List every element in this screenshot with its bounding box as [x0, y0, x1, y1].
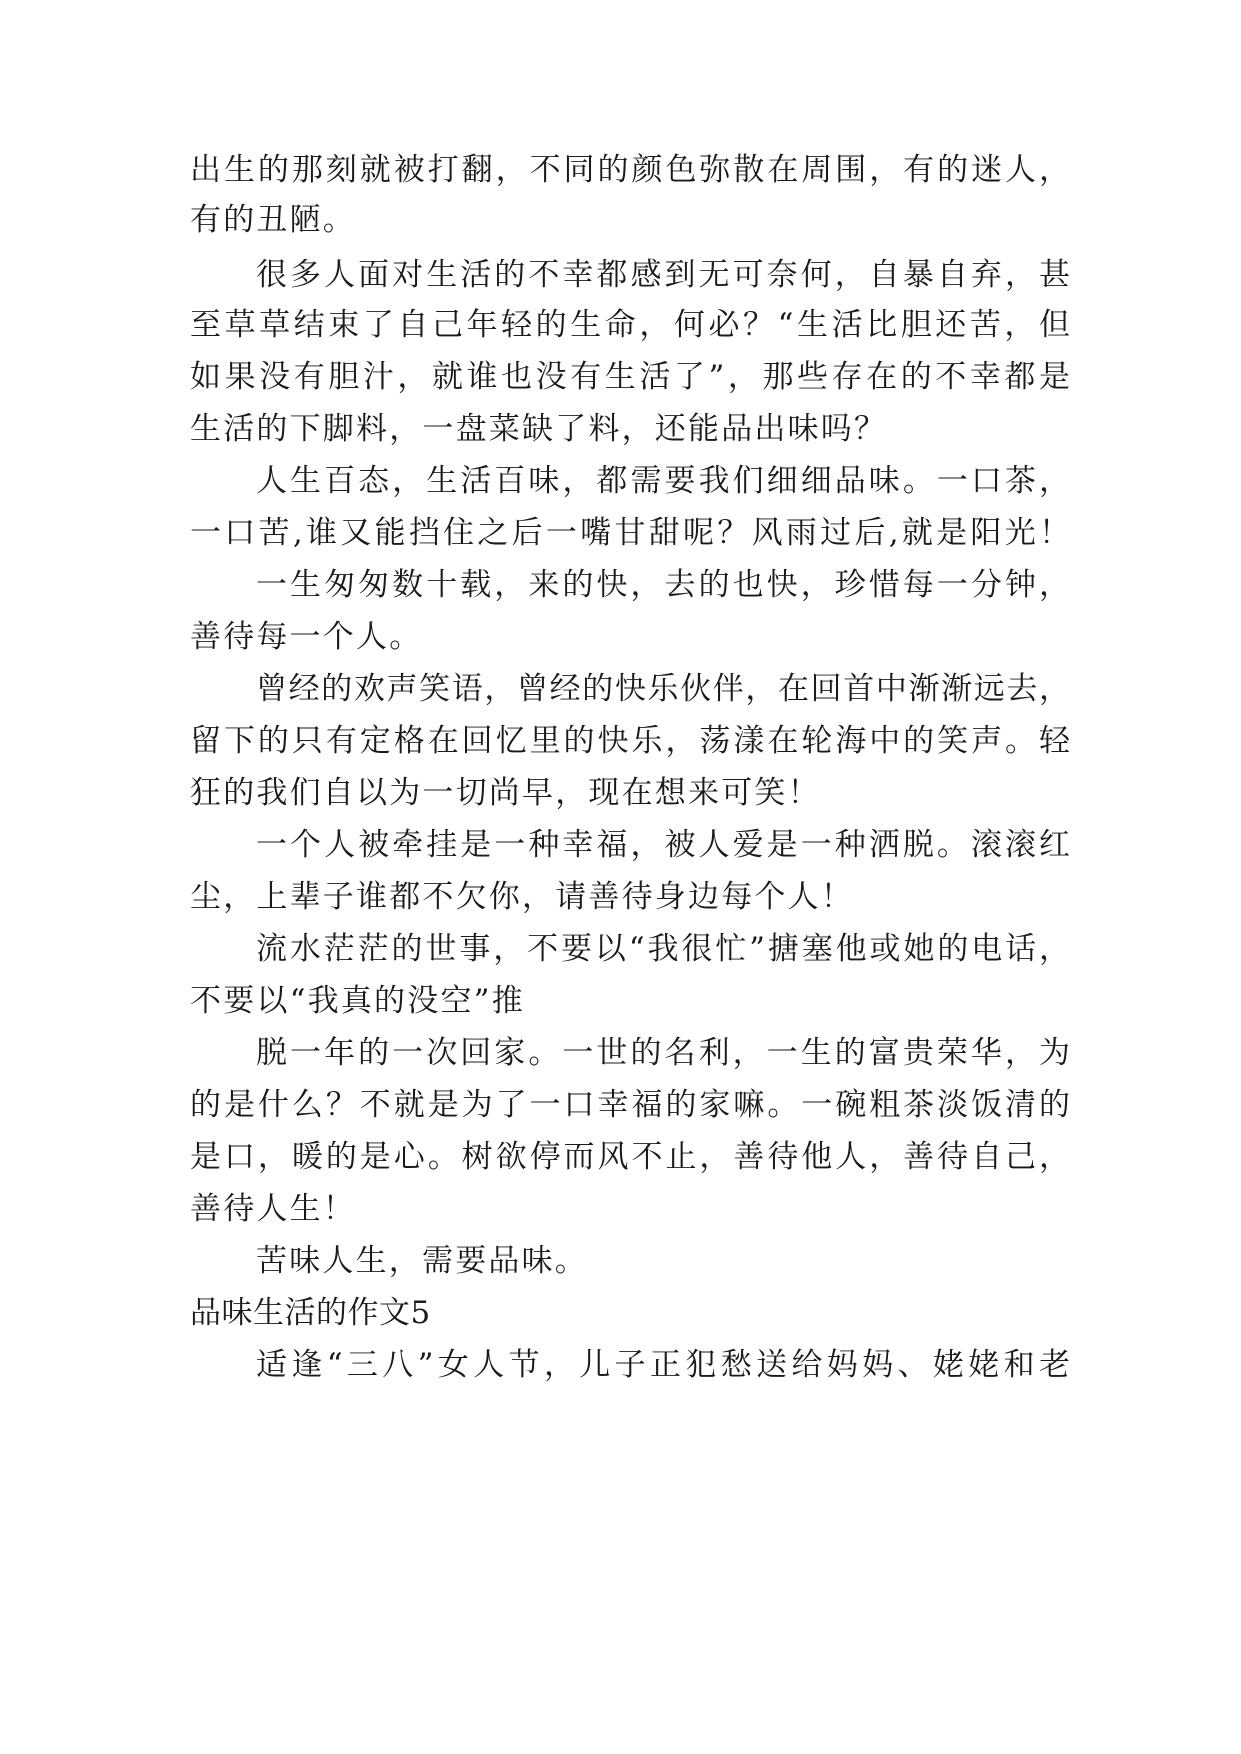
paragraph-start-line: 很多人面对生活的不幸都感到无可奈何，自暴自弃，甚	[256, 257, 1070, 293]
text-line: 尘，上辈子谁都不欠你，请善待身边每个人！	[190, 879, 854, 915]
text-line: 出生的那刻就被打翻，不同的颜色弥散在周围，有的迷人，	[190, 152, 1070, 188]
paragraph-start-line: 苦味人生，需要品味。	[256, 1243, 588, 1279]
text-line: 的是什么？不就是为了一口幸福的家嘛。一碗粗茶淡饭清的	[190, 1087, 1070, 1123]
text-line: 是口，暖的是心。树欲停而风不止，善待他人，善待自己，	[190, 1139, 1070, 1175]
paragraph-start-line: 人生百态，生活百味，都需要我们细细品味。一口茶，	[256, 463, 1070, 499]
text-line: 善待每一个人。	[190, 619, 423, 655]
text-line: 至草草结束了自己年轻的生命，何必？“生活比胆还苦，但	[190, 307, 1070, 343]
text-line: 生活的下脚料，一盘菜缺了料，还能品出味吗？	[190, 411, 888, 447]
text-line: 不要以“我真的没空”推	[190, 983, 525, 1019]
text-line: 一口苦,谁又能挡住之后一嘴甘甜呢？风雨过后,就是阳光！	[190, 515, 1070, 551]
text-line: 善待人生！	[190, 1191, 356, 1227]
section-heading: 品味生活的作文5	[190, 1295, 431, 1331]
text-line: 留下的只有定格在回忆里的快乐，荡漾在轮海中的笑声。轻	[190, 723, 1070, 759]
text-line: 狂的我们自以为一切尚早，现在想来可笑！	[190, 775, 821, 811]
text-line: 如果没有胆汁，就谁也没有生活了”，那些存在的不幸都是	[190, 359, 1070, 395]
paragraph-start-line: 一生匆匆数十载，来的快，去的也快，珍惜每一分钟，	[256, 567, 1070, 603]
paragraph-start-line: 适逢“三八”女人节，儿子正犯愁送给妈妈、姥姥和老	[256, 1347, 1070, 1383]
text-line: 有的丑陋。	[190, 202, 356, 238]
paragraph-start-line: 流水茫茫的世事，不要以“我很忙”搪塞他或她的电话，	[256, 931, 1070, 967]
paragraph-start-line: 一个人被牵挂是一种幸福，被人爱是一种洒脱。滚滚红	[256, 827, 1070, 863]
paragraph-start-line: 脱一年的一次回家。一世的名利，一生的富贵荣华，为	[256, 1035, 1070, 1071]
paragraph-start-line: 曾经的欢声笑语，曾经的快乐伙伴，在回首中渐渐远去，	[256, 671, 1070, 707]
